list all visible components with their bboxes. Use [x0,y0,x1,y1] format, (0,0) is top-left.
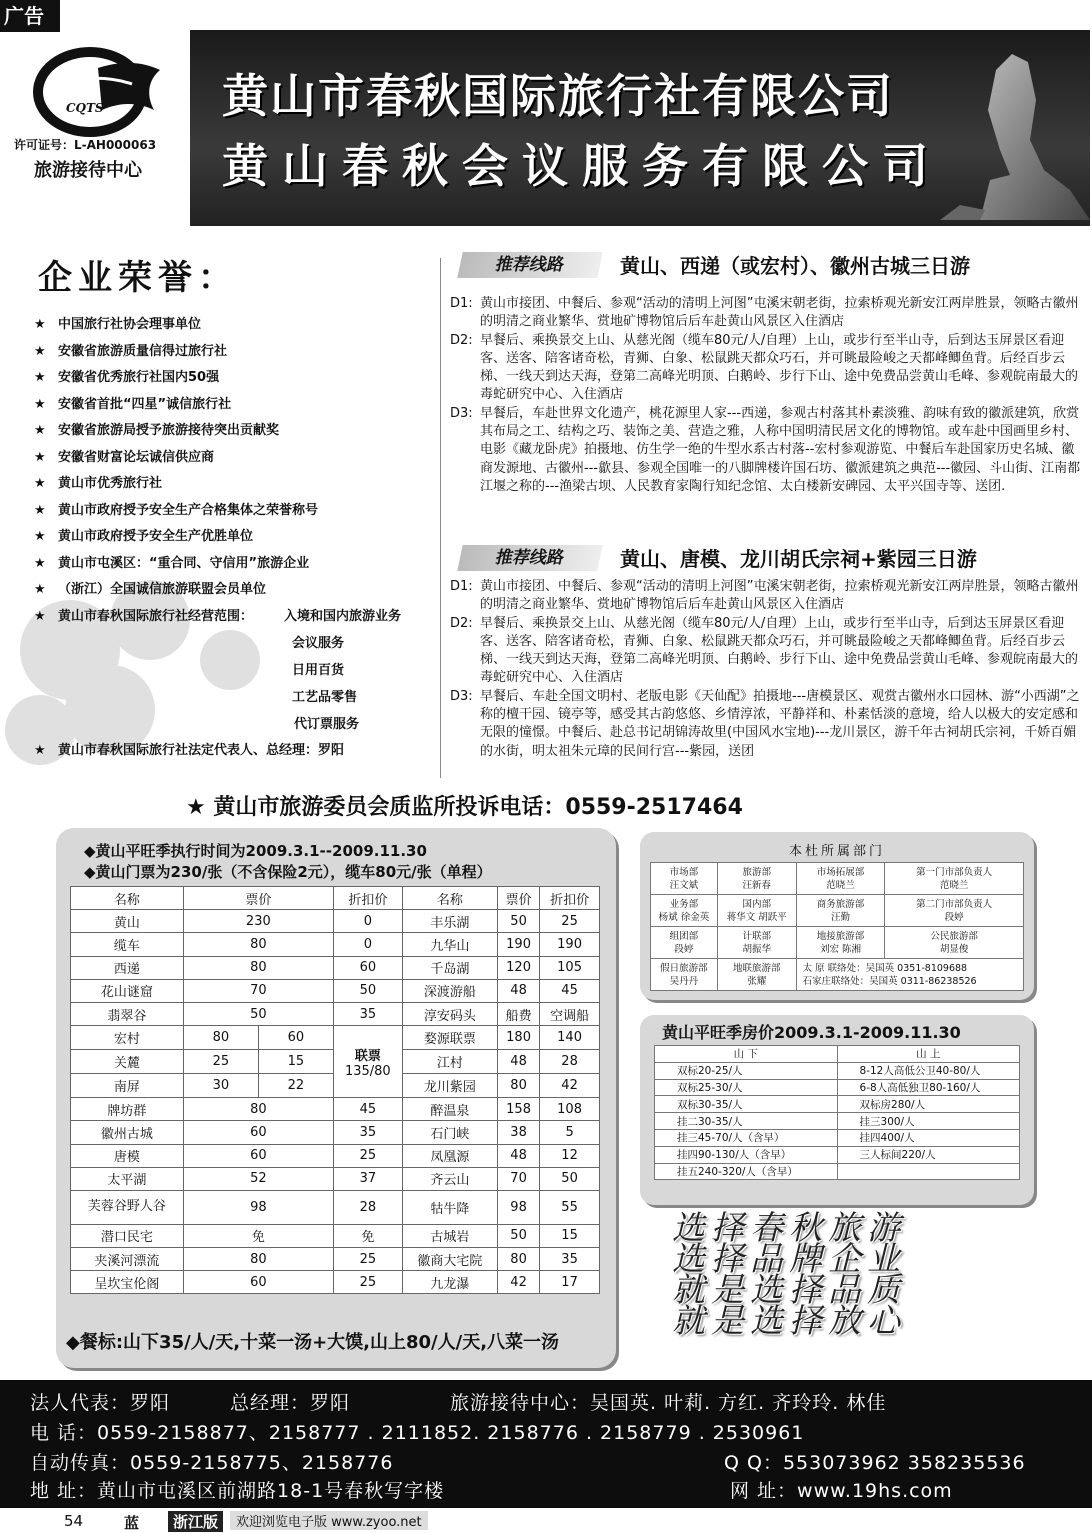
ticket-name: 深渡游船 [402,979,497,1002]
star-icon: ★ [34,423,46,438]
room-price-cell: 挂四90-130/人（含早） [655,1146,838,1163]
itinerary-day: D1: 黄山市接团、中餐后、参观“活动的清明上河图”屯溪宋朝老街，拉索桥观光新安江两岸胜景，领略古徽州的明清之商业繁华、赏地矿博物馆后后车赴黄山风景区入住酒店 [450,296,1079,330]
color-mark: 蓝 [124,1514,140,1532]
table-row [71,1271,600,1294]
ticket-price: 98 [183,1190,333,1224]
ticket-price: 80 [498,1074,540,1098]
room-price-cell: 双标20-25/人 [655,1062,838,1079]
table-row [71,1002,600,1025]
website: 网 址：www.19hs.com [730,1480,953,1502]
route-1-itinerary [450,295,1084,496]
ticket-price: 180 [498,1026,540,1050]
honors-title: 企业荣誉： [38,258,238,298]
ticket-discount: 25 [333,1271,402,1294]
ticket-price: 50 [498,910,540,933]
department-panel [640,832,1034,1000]
ticket-discount: 105 [540,956,600,979]
ticket-price: 80 [183,1098,333,1121]
star-icon: ★ [34,317,46,332]
scope-item: 入境和国内旅游业务 [284,608,402,624]
ticket-discount: 42 [540,1074,600,1098]
room-price-cell: 双标房280/人 [837,1096,1019,1113]
table-row [71,979,600,1002]
meal-standard: ◆餐标:山下35/人/天,十菜一汤+大馍,山上80/人/天,八菜一汤 [66,1332,560,1353]
department-table [650,862,1024,991]
room-price-cell [837,1163,1019,1180]
ticket-discount: 60 [333,956,402,979]
scope-item: 日用百货 [292,663,345,678]
ticket-price: 120 [498,956,540,979]
license-number: 许可证号：L-AH000063 [14,138,157,152]
room-column-header: 山 上 [837,1046,1019,1063]
column-header: 名称 [402,887,497,910]
honor-item: ★ 安徽省财富论坛诚信供应商 [30,445,440,472]
ticket-discount: 28 [540,1050,600,1074]
ticket-discount: 190 [540,933,600,956]
department-cell: 业务部 杨斌 徐金英 [651,895,718,927]
table-row [71,933,600,956]
room-row [655,1129,1020,1146]
honor-item: ★ 中国旅行社协会理事单位 [30,312,440,339]
qq-numbers: Q Q：553073962 358235536 [724,1452,1026,1474]
business-scope [30,604,440,631]
ticket-discount: 108 [540,1098,600,1121]
honor-item: ★ 安徽省旅游局授予旅游接待突出贡献奖 [30,418,440,445]
table-row [71,956,600,979]
department-cell: 地联旅游部 张耀 [717,959,796,991]
ticket-name: 石门峡 [402,1121,497,1144]
ticket-discount: 0 [333,910,402,933]
star-icon: ★ [34,370,46,385]
reception-staff: 旅游接待中心：吴国英. 叶莉. 方红. 齐玲玲. 林佳 [450,1392,887,1414]
welcome-text: 欢迎浏览电子版 www.zyoo.net [230,1511,428,1530]
star-icon: ★ [34,608,46,624]
department-cell: 旅游部 汪新春 [717,863,796,895]
ticket-discount: 55 [540,1190,600,1224]
slogan [672,1208,1002,1340]
ticket-price: 80 [498,1248,540,1271]
department-row [651,927,1024,959]
route-tag: 推荐线路 [457,545,603,571]
table-row [71,1224,600,1247]
ticket-price: 52 [183,1167,333,1190]
department-cell: 组团部 段婷 [651,927,718,959]
ticket-name: 齐云山 [402,1167,497,1190]
ticket-name: 夹溪河漂流 [71,1248,184,1271]
complaint-hotline: ★ 黄山市旅游委员会质监所投诉电话：0559-2517464 [186,795,743,820]
ticket-price: 70 [183,979,333,1002]
ticket-price: 38 [498,1121,540,1144]
ticket-discount: 45 [333,1098,402,1121]
ticket-name: 千岛湖 [402,956,497,979]
route-header-1 [460,252,1080,282]
ticket-table [70,886,600,1294]
department-cell: 第二门市部负责人 段婷 [885,895,1024,927]
ticket-discount: 12 [540,1144,600,1167]
star-icon: ★ [34,743,46,758]
ticket-name: 牯牛降 [402,1190,497,1224]
ticket-price: 25 15 [183,1050,333,1074]
department-row [651,895,1024,927]
company-name-2: 黄山春秋会议服务有限公司 [222,139,942,193]
ticket-discount: 5 [540,1121,600,1144]
ticket-name: 西递 [71,956,184,979]
ticket-price: 48 [498,979,540,1002]
fax-numbers: 自动传真：0559-2158775、2158776 [30,1452,394,1474]
ticket-price-panel [56,828,616,1368]
legal-representative: ★ 黄山市春秋国际旅行社法定代表人、总经理：罗阳 [30,738,440,765]
room-price-cell: 挂四400/人 [837,1129,1019,1146]
ticket-name: 徽商大宅院 [402,1248,497,1271]
ticket-name: 翡翠谷 [71,1002,184,1025]
ticket-name: 唐模 [71,1144,184,1167]
ticket-name: 丰乐湖 [402,910,497,933]
legal-rep: 法人代表：罗阳 [30,1392,171,1414]
ticket-price: 98 [498,1190,540,1224]
room-price-cell: 三人标间220/人 [837,1146,1019,1163]
ticket-discount: 空调船 [540,1002,600,1025]
itinerary-day: D3: 早餐后，车赴世界文化遗产，桃花源里人家---西递，参观古村落其朴素淡雅、韵味有致的徽派建筑，欣赏其布局之工、结构之巧、装饰之美、营造之雅，人称中国明清民居文化的博物馆。或车赴中国画里乡村、电影《藏龙卧虎》拍摄地、仿生学一绝的牛型水系古村落--宏村参观游览、中餐后车赴国家历史名城、徽商发源地、古徽州---歙县、参观全国唯一的八脚牌楼许国石坊、徽派建筑之典范---徽园、斗山街、江南都江堰之称的---渔梁古坝、人民教育家陶行知纪念馆、太白楼新安碑园、太平兴国寺等、送团. [450,405,1081,494]
department-cell: 国内部 蒋华文 胡跃平 [717,895,796,927]
room-price-cell: 双标30-35/人 [655,1096,838,1113]
table-row [71,1026,600,1050]
ticket-name: 徽州古城 [71,1121,184,1144]
room-price-table [654,1045,1020,1180]
room-price-cell: 挂三300/人 [837,1113,1019,1130]
ticket-name: 花山谜窟 [71,979,184,1002]
ticket-price: 80 [183,1248,333,1271]
room-price-cell: 挂二30-35/人 [655,1113,838,1130]
table-row [71,1144,600,1167]
star-icon: ★ [34,449,46,465]
room-row [655,1163,1020,1180]
column-header: 票价 [183,887,333,910]
table-row [71,1167,600,1190]
ticket-price: 80 [183,933,333,956]
general-manager: 总经理：罗阳 [230,1392,351,1414]
column-header: 折扣价 [333,887,402,910]
scope-item: 会议服务 [292,636,345,651]
room-price-cell: 挂三45-70/人（含早） [655,1129,838,1146]
room-row [655,1096,1020,1113]
ticket-price: 60 [183,1144,333,1167]
table-row [71,1098,600,1121]
honors-list [30,312,440,765]
edition-badge: 浙江版 [168,1511,223,1532]
star-icon: ★ [34,529,46,544]
ticket-discount: 17 [540,1271,600,1294]
table-row [71,1248,600,1271]
ad-tag: 广告 [0,0,60,32]
ticket-discount: 28 [333,1190,402,1224]
ticket-price: 免 [183,1224,333,1247]
page-footer-strip [0,1510,1092,1533]
ticket-price: 50 [183,1002,333,1025]
ticket-name: 凤凰源 [402,1144,497,1167]
ticket-name: 龙川紫园 [402,1074,497,1098]
table-row [71,1121,600,1144]
room-row [655,1079,1020,1096]
room-price-title: 黄山平旺季房价2009.3.1-2009.11.30 [662,1023,961,1042]
ticket-price: 190 [498,933,540,956]
ticket-price: 60 [183,1271,333,1294]
ticket-name: 南屏 [71,1074,184,1098]
ticket-discount: 35 [333,1002,402,1025]
scope-item: 工艺品零售 [292,690,358,705]
slogan-line: 就是选择品质 [672,1270,906,1309]
ticket-name: 牌坊群 [71,1098,184,1121]
route-header-2 [460,545,1080,575]
room-row [655,1062,1020,1079]
star-icon: ★ [34,582,46,597]
ticket-name: 宏村 [71,1026,184,1050]
star-icon: ★ [34,396,46,412]
route-2-itinerary [450,578,1084,761]
department-cell: 市场部 汪文斌 [651,863,718,895]
honor-item: ★ 安徽省旅游质量信得过旅行社 [30,339,440,366]
department-cell: 公民旅游部 胡显俊 [885,927,1024,959]
column-header: 票价 [498,887,540,910]
ticket-price: 船费 [498,1002,540,1025]
star-icon: ★ [34,343,46,359]
star-icon: ★ [34,476,46,491]
ticket-name: 黄山 [71,910,184,933]
ticket-name: 江村 [402,1050,497,1074]
logo-text: CQTS [66,101,104,115]
reception-center-label: 旅游接待中心 [34,160,142,181]
ticket-discount: 50 [540,1167,600,1190]
honor-item: ★ 安徽省优秀旅行社国内50强 [30,365,440,392]
itinerary-day: D2: 早餐后、乘换景交上山、从慈光阁（缆车80元/人/自理）上山，或步行至半山寺，后到达玉屏景区看迎客、送客、陪客诸奇松，青狮、白象、松鼠跳天都众巧石，并可眺最险峻之天都峰鲫鱼背。后经百步云梯、一线天到达天海，登第二高峰光明顶、白鹅岭、步行下山、途中免费品尝黄山毛峰、参观皖南最大的毒蛇研究中心、入住酒店 [450,332,1079,403]
route-tag: 推荐线路 [457,252,603,278]
ticket-name: 古城岩 [402,1224,497,1247]
ticket-name: 醉温泉 [402,1098,497,1121]
ticket-name: 淳安码头 [402,1002,497,1025]
route-title: 黄山、西递（或宏村）、徽州古城三日游 [620,254,970,278]
ticket-price: 230 [183,910,333,933]
room-column-header: 山 下 [655,1046,838,1063]
ticket-discount: 35 [540,1248,600,1271]
department-cell: 地接旅游部 刘宏 陈湘 [796,927,885,959]
honor-item: ★ 黄山市政府授予安全生产合格集体之荣誉称号 [30,498,440,525]
ticket-price: 80 60 [183,1026,333,1050]
ticket-name: 九华山 [402,933,497,956]
ticket-price: 50 [498,1224,540,1247]
table-row [71,1190,600,1224]
department-cell: 计联部 胡振华 [717,927,796,959]
ticket-name: 潜口民宅 [71,1224,184,1247]
ticket-name: 婺源联票 [402,1026,497,1050]
ticket-discount: 15 [540,1224,600,1247]
star-icon: ★ [34,555,46,571]
honor-item: ★ 安徽省首批“四星”诚信旅行社 [30,392,440,419]
itinerary-day: D1: 黄山市接团、中餐后、参观“活动的清明上河图”屯溪宋朝老街，拉索桥观光新安江两岸胜景，领略古徽州的明清之商业繁华、赏地矿博物馆后后车赴黄山风景区入住酒店 [450,579,1079,613]
ticket-note: ◆黄山门票为230/张（不含保险2元），缆车80元/张（单程） [84,863,492,881]
column-header: 名称 [71,887,184,910]
rock-photo [940,40,1090,220]
contact-footer [0,1380,1092,1508]
ticket-price: 80 [183,956,333,979]
honor-item: ★ 黄山市政府授予安全生产优胜单位 [30,524,440,551]
department-cell: 商务旅游部 汪勤 [796,895,885,927]
column-header: 折扣价 [540,887,600,910]
ticket-name: 九龙瀑 [402,1271,497,1294]
department-row [651,959,1024,991]
ticket-discount: 25 [540,910,600,933]
ticket-price: 70 [498,1167,540,1190]
honor-item: ★ 黄山市屯溪区：“重合同、守信用”旅游企业 [30,551,440,578]
ticket-price: 60 [183,1121,333,1144]
scope-label: 黄山市春秋国际旅行社经营范围： [58,608,254,624]
room-row [655,1146,1020,1163]
honor-item: ★ （浙江）全国诚信旅游联盟会员单位 [30,577,440,604]
department-cell: 第一门市部负责人 范晓兰 [885,863,1024,895]
room-price-panel [640,1015,1034,1205]
ticket-discount: 25 [333,1248,402,1271]
department-title: 本杜所属部门 [788,844,885,859]
room-price-cell: 8-12人高低公卫40-80/人 [837,1062,1019,1079]
department-cell: 市场拓展部 范晓兰 [796,863,885,895]
phone-numbers: 电 话：0559-2158877、2158777 . 2111852. 2158776 . 2158779 . 2530961 [30,1422,805,1444]
slogan-line: 就是选择放心 [672,1301,906,1340]
scope-item: 代订票服务 [294,717,360,732]
ticket-discount: 50 [333,979,402,1002]
ticket-discount: 25 [333,1144,402,1167]
ticket-price: 42 [498,1271,540,1294]
ticket-name: 缆车 [71,933,184,956]
combo-ticket: 联票 135/80 [333,1026,402,1098]
ticket-name: 关麓 [71,1050,184,1074]
table-row [71,910,600,933]
slogan-line: 选择春秋旅游 [672,1208,906,1247]
department-cell: 假日旅游部 吴丹丹 [651,959,718,991]
page-number: 54 [64,1512,84,1530]
ticket-price: 158 [498,1098,540,1121]
room-price-cell: 6-8人高低独卫80-160/人 [837,1079,1019,1096]
ticket-name: 呈坎宝伦阁 [71,1271,184,1294]
itinerary-day: D2: 早餐后、乘换景交上山、从慈光阁（缆车80元/人/自理）上山，或步行至半山寺，后到达玉屏景区看迎客、送客、陪客诸奇松，青狮、白象、松鼠跳天都众巧石，并可眺最险峻之天都峰鲫鱼背。后经百步云梯、一线天到达天海，登第二高峰光明顶、白鹅岭、步行下山、途中免费品尝黄山毛峰、参观皖南最大的毒蛇研究中心、入住酒店 [450,615,1079,686]
ticket-name: 太平湖 [71,1167,184,1190]
route-title: 黄山、唐模、龙川胡氏宗祠+紫园三日游 [620,547,977,571]
room-header-row [655,1046,1020,1063]
ticket-discount: 35 [333,1121,402,1144]
room-row [655,1113,1020,1130]
ticket-name: 芙蓉谷野人谷 [71,1190,184,1224]
ticket-price: 30 22 [183,1074,333,1098]
ticket-discount: 45 [540,979,600,1002]
room-price-cell: 双标25-30/人 [655,1079,838,1096]
ticket-price: 48 [498,1050,540,1074]
ticket-discount: 0 [333,933,402,956]
itinerary-day: D3: 早餐后、车赴全国文明村、老版电影《天仙配》拍摄地---唐模景区、观赏古徽州水口园林、游“小西湖”之称的檀干园、镜亭等，感受其古韵悠悠、乡情淳浓，平静祥和、朴素恬淡的意境，给人以极大的安定感和无限的憧憬。中餐后、赴总书记胡锦涛故里(中国风水宝地)---龙川景区，游千年古祠胡氏宗祠，千娇百媚的水街，明太祖朱元璋的民间行宫---紫园，送团 [450,688,1080,759]
company-name-1: 黄山市春秋国际旅行社有限公司 [222,69,894,123]
season-dates: ◆黄山平旺季执行时间为2009.3.1--2009.11.30 [84,842,427,860]
ticket-discount: 140 [540,1026,600,1050]
ticket-discount: 免 [333,1224,402,1247]
column-divider [440,258,441,778]
department-row [651,863,1024,895]
slogan-line: 选择品牌企业 [672,1239,906,1278]
address: 地 址：黄山市屯溪区前湖路18-1号春秋写字楼 [30,1480,445,1502]
ticket-price: 48 [498,1144,540,1167]
room-price-cell: 挂五240-320/人（含早） [655,1163,838,1180]
star-icon: ★ [34,502,46,518]
ticket-discount: 37 [333,1167,402,1190]
department-cell: 太 原 联络处：吴国英 0351-8109688 石家庄联络处：吴国英 0311-86238526 [796,959,1023,991]
table-header-row [71,887,600,910]
honor-item: ★ 黄山市优秀旅行社 [30,471,440,498]
